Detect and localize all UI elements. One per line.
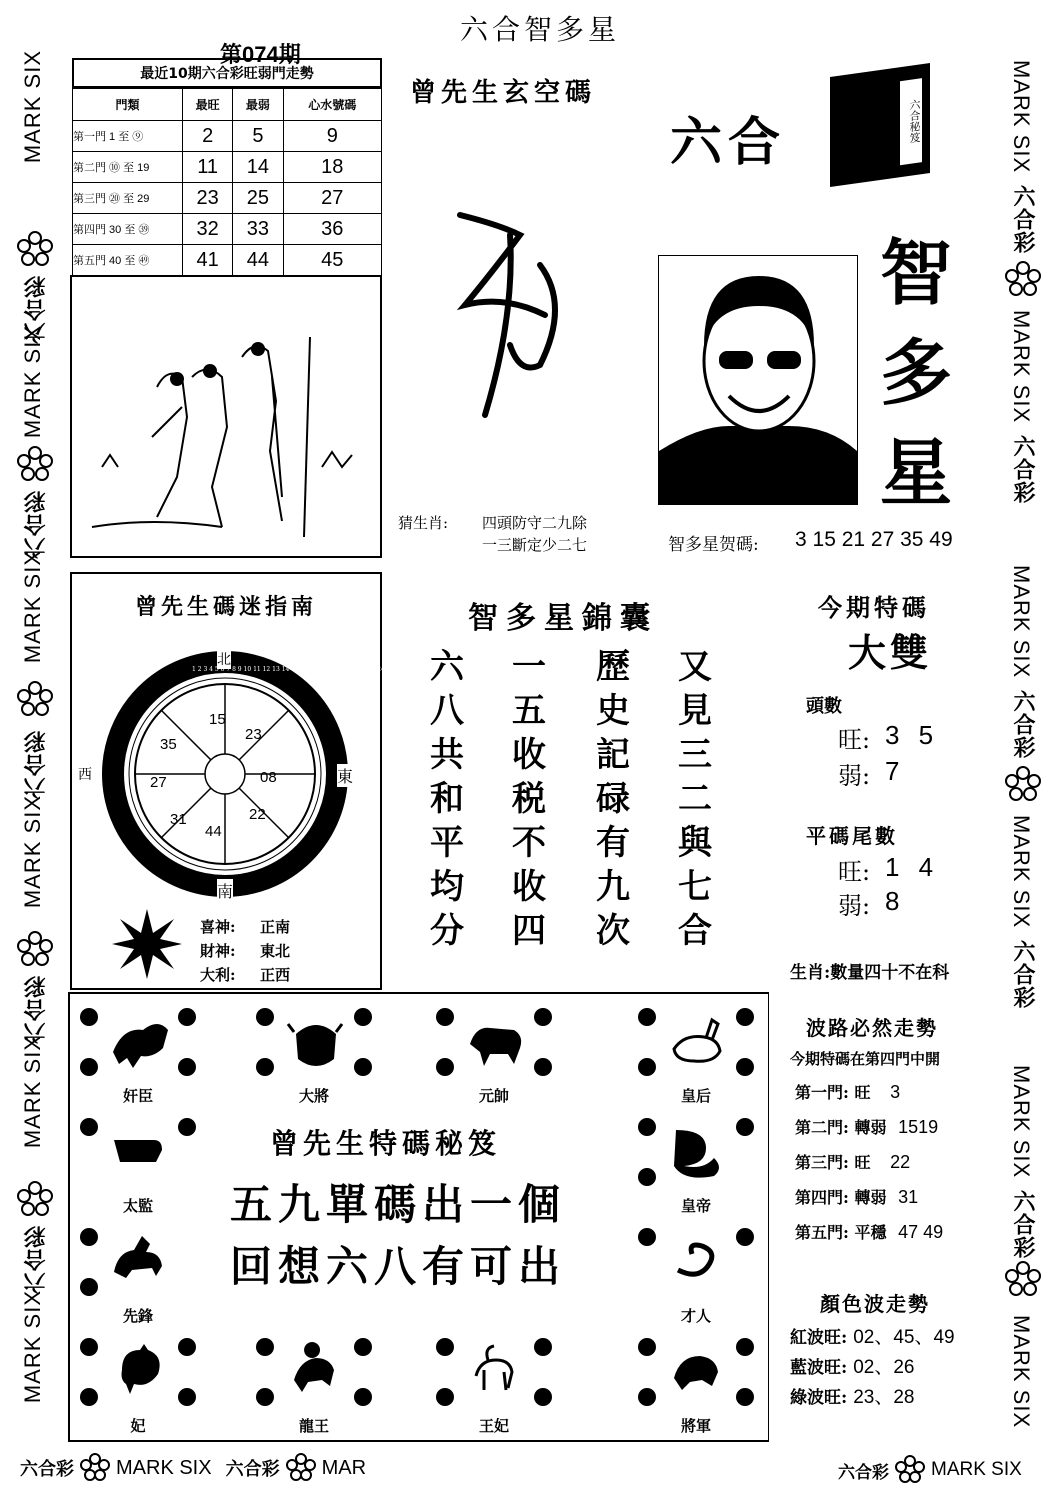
jinnang-col-3: [596, 645, 630, 953]
dot: [736, 1338, 754, 1356]
dot: [178, 1118, 196, 1136]
zodiac-card: [254, 1336, 374, 1436]
zodiac-label: 皇后: [680, 1087, 711, 1105]
jinnang-char: 三: [678, 735, 712, 775]
jinnang-char: 合: [678, 911, 712, 951]
gate-table-box: [72, 58, 382, 276]
color-wave-value: 02、26: [853, 1357, 915, 1378]
compass-west: 西: [78, 767, 92, 783]
dot: [80, 1338, 98, 1356]
dot: [256, 1008, 274, 1026]
ox-icon: [284, 1014, 346, 1072]
table-row: [73, 183, 382, 214]
gate-value: 44: [233, 245, 283, 276]
secret-line-2: 回想六八有可出: [230, 1242, 567, 1291]
dot: [256, 1338, 274, 1356]
gate-value: 14: [233, 152, 283, 183]
jinnang-char: 與: [678, 823, 712, 863]
tiger-icon: [464, 1014, 526, 1072]
gate-value: 9: [283, 121, 382, 152]
wave-status: 轉弱: [854, 1188, 887, 1207]
zodiac-label: 將軍: [680, 1417, 711, 1435]
zodiac-label: 奸臣: [122, 1087, 153, 1105]
jinnang-char: 記: [596, 735, 630, 775]
jinnang-col-4: [678, 645, 712, 953]
dot: [638, 1388, 656, 1406]
side-cai: 六合彩: [23, 490, 48, 559]
dot: [354, 1008, 372, 1026]
compass-title: 曾先生碼迷指南: [134, 594, 317, 620]
color-wave-key: 綠波旺:: [790, 1388, 848, 1408]
gate-name: 第四門 30 至 ㊴: [73, 214, 183, 245]
ancient-figures-illustration: [72, 277, 380, 556]
dot: [80, 1228, 98, 1246]
zodiac-label: 大將: [298, 1087, 329, 1105]
snake-icon: [666, 1230, 728, 1288]
guess-line-1: 四頭防守二九除: [482, 514, 588, 532]
wave-row: [795, 1150, 995, 1185]
compass-num: 23: [245, 726, 262, 743]
side-mark-six: MARK SIX: [1009, 310, 1034, 424]
gate-name: 第一門 1 至 ⑨: [73, 121, 183, 152]
gate-table: [72, 88, 382, 276]
flower-icon: [15, 930, 55, 970]
side-cai: 六合彩: [1011, 940, 1036, 1009]
horse-icon: [108, 1230, 170, 1288]
guess-line-2: 一三斷定少二七: [482, 536, 588, 554]
jinnang-char: 次: [596, 911, 630, 951]
dot: [178, 1338, 196, 1356]
flower-icon: [895, 1455, 925, 1485]
zodiac-card: [78, 1006, 198, 1106]
tail-weak-label: 弱:: [838, 892, 871, 920]
jinnang-char: 不: [512, 823, 546, 863]
compass-num: 44: [205, 823, 222, 840]
dot: [354, 1058, 372, 1076]
side-cai: 六合彩: [1011, 185, 1036, 254]
gate-value: 2: [183, 121, 233, 152]
compass-num: 27: [150, 774, 167, 791]
flower-icon: [15, 445, 55, 485]
side-mark-six: MARK SIX: [20, 550, 45, 664]
dot: [736, 1228, 754, 1246]
footer-right: [838, 1452, 1022, 1488]
footer-cai: 六合彩: [225, 1459, 280, 1480]
dot: [80, 1118, 98, 1136]
secret-line-1: 五九單碼出一個: [230, 1180, 567, 1229]
dot: [178, 1058, 196, 1076]
gate-value: 41: [183, 245, 233, 276]
side-mark-six: MARK SIX: [20, 50, 45, 164]
jinnang-char: 平: [430, 823, 464, 863]
zodiac-card: [434, 1336, 554, 1436]
zodiac-card: [636, 1116, 756, 1216]
dot: [436, 1058, 454, 1076]
jinnang-char: 歷: [596, 647, 630, 687]
side-cai: 六合彩: [1011, 690, 1036, 759]
gate-header-cell: 最弱: [233, 89, 283, 121]
compass-south: 南: [217, 879, 233, 902]
tail-strong-value: 1 4: [885, 852, 940, 882]
side-cai: 六合彩: [1011, 435, 1036, 504]
color-wave-row: [790, 1352, 955, 1382]
compass-east: 東: [337, 764, 353, 787]
zodiac-label: 太監: [122, 1197, 153, 1215]
side-cai: 六合彩: [23, 975, 48, 1044]
jinnang-char: 八: [430, 691, 464, 731]
god-value: 正西: [260, 966, 291, 984]
star-burst-icon: [112, 909, 182, 979]
table-row: [73, 152, 382, 183]
gate-value: 5: [233, 121, 283, 152]
god-value: 正南: [260, 918, 291, 936]
jinnang-char: 税: [512, 779, 546, 819]
illustration-box: [70, 275, 382, 558]
head-label: 頭數: [806, 696, 842, 717]
head-strong-value: 3 5: [885, 720, 940, 750]
compass-num: 15: [209, 711, 226, 728]
color-wave-key: 藍波旺:: [790, 1358, 848, 1378]
book-cover: [830, 63, 930, 187]
footer-left: [20, 1450, 366, 1486]
wave-status: 旺: [854, 1153, 871, 1172]
gate-value: 23: [183, 183, 233, 214]
color-wave-key: 紅波旺:: [790, 1328, 848, 1348]
color-wave-row: [790, 1382, 955, 1412]
issue-label: 第074期: [220, 42, 301, 67]
man-portrait-icon: [659, 256, 857, 504]
wave-status: 旺: [854, 1083, 871, 1102]
jinnang-char: 九: [596, 867, 630, 907]
flower-icon: [1003, 260, 1043, 300]
gate-name: 第二門 ⑩ 至 19: [73, 152, 183, 183]
side-cai: 六合彩: [23, 1225, 48, 1294]
dot: [436, 1388, 454, 1406]
compass-num: 22: [249, 806, 266, 823]
side-cai: 六合彩: [23, 730, 48, 799]
wave-num: 47 49: [898, 1222, 944, 1242]
flower-icon: [15, 680, 55, 720]
side-mark-six: MARK SIX: [20, 325, 45, 439]
side-cai: 六合彩: [1011, 1190, 1036, 1259]
compass-num: 08: [260, 769, 277, 786]
gate-value: 27: [283, 183, 382, 214]
side-cai: 六合彩: [23, 275, 48, 344]
wave-gate: 第四門:: [795, 1188, 849, 1207]
rat-icon: [666, 1340, 728, 1398]
head-weak-label: 弱:: [838, 762, 871, 790]
jinnang-char: 七: [678, 867, 712, 907]
dot: [80, 1388, 98, 1406]
dot: [736, 1008, 754, 1026]
dog-icon: [108, 1120, 170, 1178]
zhiduo-code-value: 3 15 21 27 35 49: [795, 528, 953, 551]
dot: [178, 1388, 196, 1406]
xuankong-title: 曾先生玄空碼: [410, 78, 597, 108]
zodiac-card: [636, 1336, 756, 1436]
footer-cai: 六合彩: [20, 1459, 74, 1480]
zodiac-card: [78, 1116, 198, 1216]
wave-row: [795, 1080, 995, 1115]
zodiac-label: 王妃: [478, 1417, 509, 1435]
secret-title: 曾先生特碼秘笈: [270, 1127, 502, 1160]
wave-sub: 今期特碼在第四門中開: [790, 1050, 941, 1068]
wave-gate: 第一門:: [795, 1083, 849, 1102]
gate-value: 36: [283, 214, 382, 245]
rooster-icon: [108, 1340, 170, 1398]
dot: [638, 1058, 656, 1076]
dot: [256, 1058, 274, 1076]
portrait-photo: [658, 255, 858, 505]
brand-big-zhi: 智: [880, 230, 953, 315]
dot: [534, 1008, 552, 1026]
brand-big-xing: 星: [880, 430, 953, 515]
dot: [638, 1228, 656, 1246]
boar-icon: [108, 1014, 170, 1072]
wave-list: [795, 1080, 995, 1255]
jinnang-char: 見: [678, 691, 712, 731]
jinnang-char: 共: [430, 735, 464, 775]
goat-icon: [464, 1340, 526, 1398]
gate-name: 第三門 ⑳ 至 29: [73, 183, 183, 214]
dot: [534, 1338, 552, 1356]
dot: [534, 1058, 552, 1076]
dot: [354, 1338, 372, 1356]
brand-liuhe: 六合: [670, 112, 787, 173]
compass-num: 35: [160, 736, 177, 753]
flower-icon: [286, 1453, 316, 1483]
footer-cai: 六合彩: [838, 1462, 889, 1483]
gate-table-header: [73, 89, 382, 121]
dot: [80, 1278, 98, 1296]
jinnang-col-1: [430, 645, 464, 953]
gate-value: 18: [283, 152, 382, 183]
god-value: 東北: [260, 942, 291, 960]
dot: [638, 1338, 656, 1356]
jinnang-char: 又: [678, 647, 712, 687]
jinnang-char: 均: [430, 867, 464, 907]
zodiac-label: 龍王: [298, 1417, 329, 1435]
head-strong-label: 旺:: [838, 726, 871, 754]
monkey-icon: [284, 1340, 346, 1398]
wave-gate: 第五門:: [795, 1223, 849, 1242]
table-row: [73, 214, 382, 245]
flower-icon: [15, 230, 55, 270]
jinnang-char: 收: [512, 735, 546, 775]
gate-table-title: 最近10期六合彩旺弱門走勢: [72, 58, 382, 88]
color-wave-list: [790, 1322, 955, 1412]
head-weak-value: 7: [885, 756, 900, 786]
jinnang-char: 史: [596, 691, 630, 731]
right-side-strip: [1000, 60, 1046, 1440]
dot: [736, 1388, 754, 1406]
jinnang-col-2: [512, 645, 546, 953]
wave-gate: 第二門:: [795, 1118, 849, 1137]
side-mark-six: MARK SIX: [1009, 815, 1034, 929]
jinnang-char: 分: [430, 911, 464, 951]
god-label: 大利:: [200, 966, 236, 984]
jinnang-char: 和: [430, 779, 464, 819]
zodiac-card: [434, 1006, 554, 1106]
gate-value: 25: [233, 183, 283, 214]
dot: [256, 1388, 274, 1406]
god-label: 財神:: [200, 942, 236, 960]
wave-num: 3: [890, 1082, 901, 1102]
jinnang-char: 四: [512, 911, 546, 951]
jinnang-title: 智多星錦囊: [468, 601, 658, 636]
side-mark-six: MARK SIX: [1009, 1315, 1034, 1429]
tail-weak-value: 8: [885, 886, 900, 916]
jinnang-char: 二: [678, 779, 712, 819]
special-value: 大雙: [848, 630, 933, 675]
dot: [638, 1118, 656, 1136]
compass-ring-numbers: 1 2 3 4 5 6 7 8 9 10 11 12 13 14 15 16 17 18 19 20 21 22 23 24 25 26 27 28 29 30 31 32 33 34 35 36 37 38 39 40 41 42 43 44 45 46 47 48 49: [192, 666, 624, 673]
jinnang-char: 五: [512, 691, 546, 731]
dot: [638, 1168, 656, 1186]
gate-header-cell: 最旺: [183, 89, 233, 121]
gate-value: 11: [183, 152, 233, 183]
zodiac-label: 元帥: [478, 1087, 509, 1105]
side-mark-six: MARK SIX: [1009, 1065, 1034, 1179]
dot: [638, 1008, 656, 1026]
side-mark-six: MARK SIX: [1009, 60, 1034, 174]
signature-glyph: [440, 195, 590, 425]
wave-num: 1519: [898, 1117, 939, 1137]
dragon-icon: [666, 1120, 728, 1178]
compass-num: 31: [170, 811, 187, 828]
book-label: 六合秘笈: [900, 78, 922, 165]
color-wave-title: 顏色波走勢: [820, 1292, 930, 1316]
wave-row: [795, 1185, 995, 1220]
dot: [178, 1008, 196, 1026]
zodiac-card: [254, 1006, 374, 1106]
jinnang-char: 六: [430, 647, 464, 687]
jinnang-char: 碌: [596, 779, 630, 819]
guess-label: 猜生肖:: [398, 514, 449, 532]
jinnang-char: 收: [512, 867, 546, 907]
zodiac-card: [636, 1006, 756, 1106]
dot: [354, 1388, 372, 1406]
wave-row: [795, 1220, 995, 1255]
color-wave-value: 23、28: [853, 1387, 915, 1408]
zodiac-label: 才人: [680, 1307, 711, 1325]
zhiduo-code-label: 智多星贺碼:: [668, 535, 759, 555]
zodiac-label: 皇帝: [680, 1197, 711, 1215]
wave-title: 波路必然走勢: [806, 1016, 938, 1040]
tail-label: 平碼尾數: [806, 824, 898, 848]
dot: [736, 1118, 754, 1136]
tail-strong-label: 旺:: [838, 858, 871, 886]
wave-num: 22: [890, 1152, 911, 1172]
dot: [436, 1338, 454, 1356]
table-row: [73, 245, 382, 276]
footer-mark: MARK SIX: [116, 1456, 212, 1479]
side-mark-six: MARK SIX: [20, 1290, 45, 1404]
page-title: 六合智多星: [460, 13, 621, 46]
jinnang-char: 有: [596, 823, 630, 863]
compass-north: 北: [217, 649, 231, 669]
wave-status: 平穩: [854, 1223, 887, 1242]
dot: [80, 1058, 98, 1076]
wave-gate: 第三門:: [795, 1153, 849, 1172]
flower-icon: [1003, 1260, 1043, 1300]
flower-icon: [15, 1180, 55, 1220]
color-wave-row: [790, 1322, 955, 1352]
gate-header-cell: 心水號碼: [283, 89, 382, 121]
zodiac-card: [78, 1336, 198, 1436]
left-side-strip: [12, 50, 58, 1430]
dot: [80, 1008, 98, 1026]
god-label: 喜神:: [200, 918, 236, 936]
zodiac-note: 生肖:數量四十不在科: [790, 963, 950, 983]
wave-num: 31: [898, 1187, 919, 1207]
dot: [436, 1008, 454, 1026]
footer-mark: MARK SIX: [931, 1459, 1022, 1480]
gate-value: 33: [233, 214, 283, 245]
wave-status: 轉弱: [854, 1118, 887, 1137]
side-mark-six: MARK SIX: [1009, 565, 1034, 679]
jinnang-grid: [420, 645, 750, 951]
footer-mar: MAR: [321, 1456, 367, 1479]
color-wave-value: 02、45、49: [853, 1327, 955, 1348]
zodiac-card: [636, 1226, 756, 1326]
wave-row: [795, 1115, 995, 1150]
gate-name: 第五門 40 至 ㊾: [73, 245, 183, 276]
gate-value: 45: [283, 245, 382, 276]
side-mark-six: MARK SIX: [20, 795, 45, 909]
flower-icon: [80, 1453, 110, 1483]
rabbit-icon: [666, 1014, 728, 1072]
zodiac-label: 先鋒: [122, 1307, 153, 1325]
zodiac-box: [68, 992, 768, 1442]
gate-header-cell: 門類: [73, 89, 183, 121]
flower-icon: [1003, 765, 1043, 805]
dot: [534, 1388, 552, 1406]
brand-big-duo: 多: [880, 330, 953, 415]
zodiac-card: [78, 1226, 198, 1326]
table-row: [73, 121, 382, 152]
special-title: 今期特碼: [818, 593, 930, 622]
side-mark-six: MARK SIX: [20, 1035, 45, 1149]
dot: [736, 1058, 754, 1076]
zodiac-label: 妃: [130, 1417, 146, 1435]
gate-value: 32: [183, 214, 233, 245]
jinnang-char: 一: [512, 647, 546, 687]
